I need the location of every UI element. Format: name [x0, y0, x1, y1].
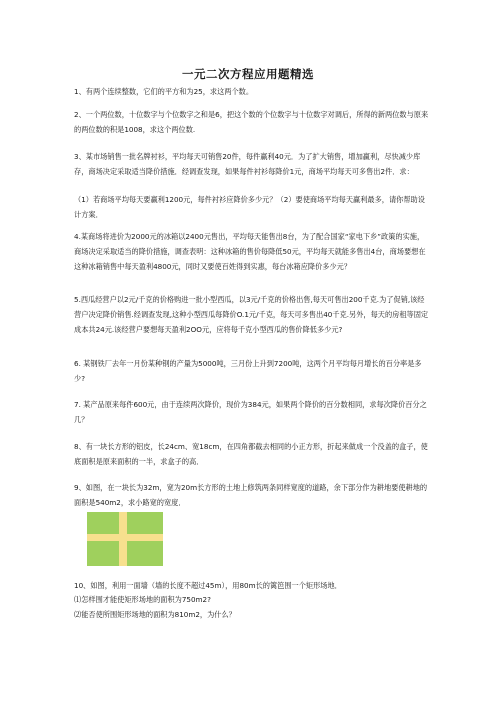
question-1: 1、有两个连续整数，它们的平方和为25，求这两个数。 — [74, 87, 254, 96]
question-3-parts: （1）若商场平均每天要赢利1200元，每件衬衫应降价多少元？（2）要使商场平均每天赢利最多，请你帮助设计方案． — [74, 195, 425, 219]
question-10-part-1: ⑴怎样围才能使矩形场地的面积为750m2? — [74, 595, 211, 604]
question-10-part-2: ⑵能否使所围矩形场地的面积为810m2，为什么？ — [74, 610, 236, 619]
question-6: 6. 某钢铁厂去年一月份某种钢的产量为5000吨，三月份上升到7200吨，这两个月平均每月增长的百分率是多少? — [74, 359, 422, 383]
question-4: 4.某商场将进价为2000元的冰箱以2400元售出，平均每天能售出8台，为了配合国家“家电下乡”政策的实施，商场决定采取适当的降价措施，调查表明：这种冰箱的售价每降低50元，平均每天就能多售出4台，商场要想在这种冰箱销售中每天盈利4800元，同时又要使百姓得到实惠，每台冰箱应降价多少元？ — [74, 232, 426, 271]
field-with-roads-figure — [87, 512, 163, 566]
question-2: 2、一个两位数，十位数字与个位数字之和是6，把这个数的个位数字与十位数字对调后，所得的新两位数与原来的两位数的积是1008，求这个两位数. — [74, 110, 429, 134]
question-9: 9、如图，在一块长为32m，宽为20m长方形的土地上修筑两条同样宽度的道路，余下部分作为耕地要使耕地的面积是540m2，求小路宽的宽度． — [74, 483, 428, 507]
question-3: 3、某市场销售一批名牌衬衫，平均每天可销售20件，每件赢利40元．为了扩大销售，增加赢利，尽快减少库存，商场决定采取适当降价措施．经调查发现，如果每件衬衫每降价1元，商场平均每天可多售出2件．求： — [74, 152, 421, 176]
question-10: 10、如图，利用一面墙（墙的长度不超过45m），用80m长的篱笆围一个矩形场地． — [74, 581, 342, 590]
question-5: 5.西瓜经营户以2元/千克的价格购进一批小型西瓜，以3元/千克的价格出售,每天可售出200千克.为了促销,该经营户决定降价销售.经调查发现,这种小型西瓜每降价O.1元/千克，每天可多售出40千克.另外，每天的房租等固定成本共24元.该经营户要想每天盈利2OO元，应将每千克小型西瓜的售价降低多少元? — [74, 295, 429, 334]
question-7: 7. 某产品原来每件600元，由于连续两次降价，现价为384元，如果两个降价的百分数相同，求每次降价百分之几？ — [74, 400, 427, 424]
question-8: 8、有一块长方形的铝皮，长24cm、宽18cm，在四角都截去相同的小正方形，折起来做成一个没盖的盒子，使底面积是原来面积的一半，求盒子的高． — [74, 442, 428, 466]
horizontal-road — [87, 534, 163, 541]
page-title: 一元二次方程应用题精选 — [182, 67, 314, 81]
